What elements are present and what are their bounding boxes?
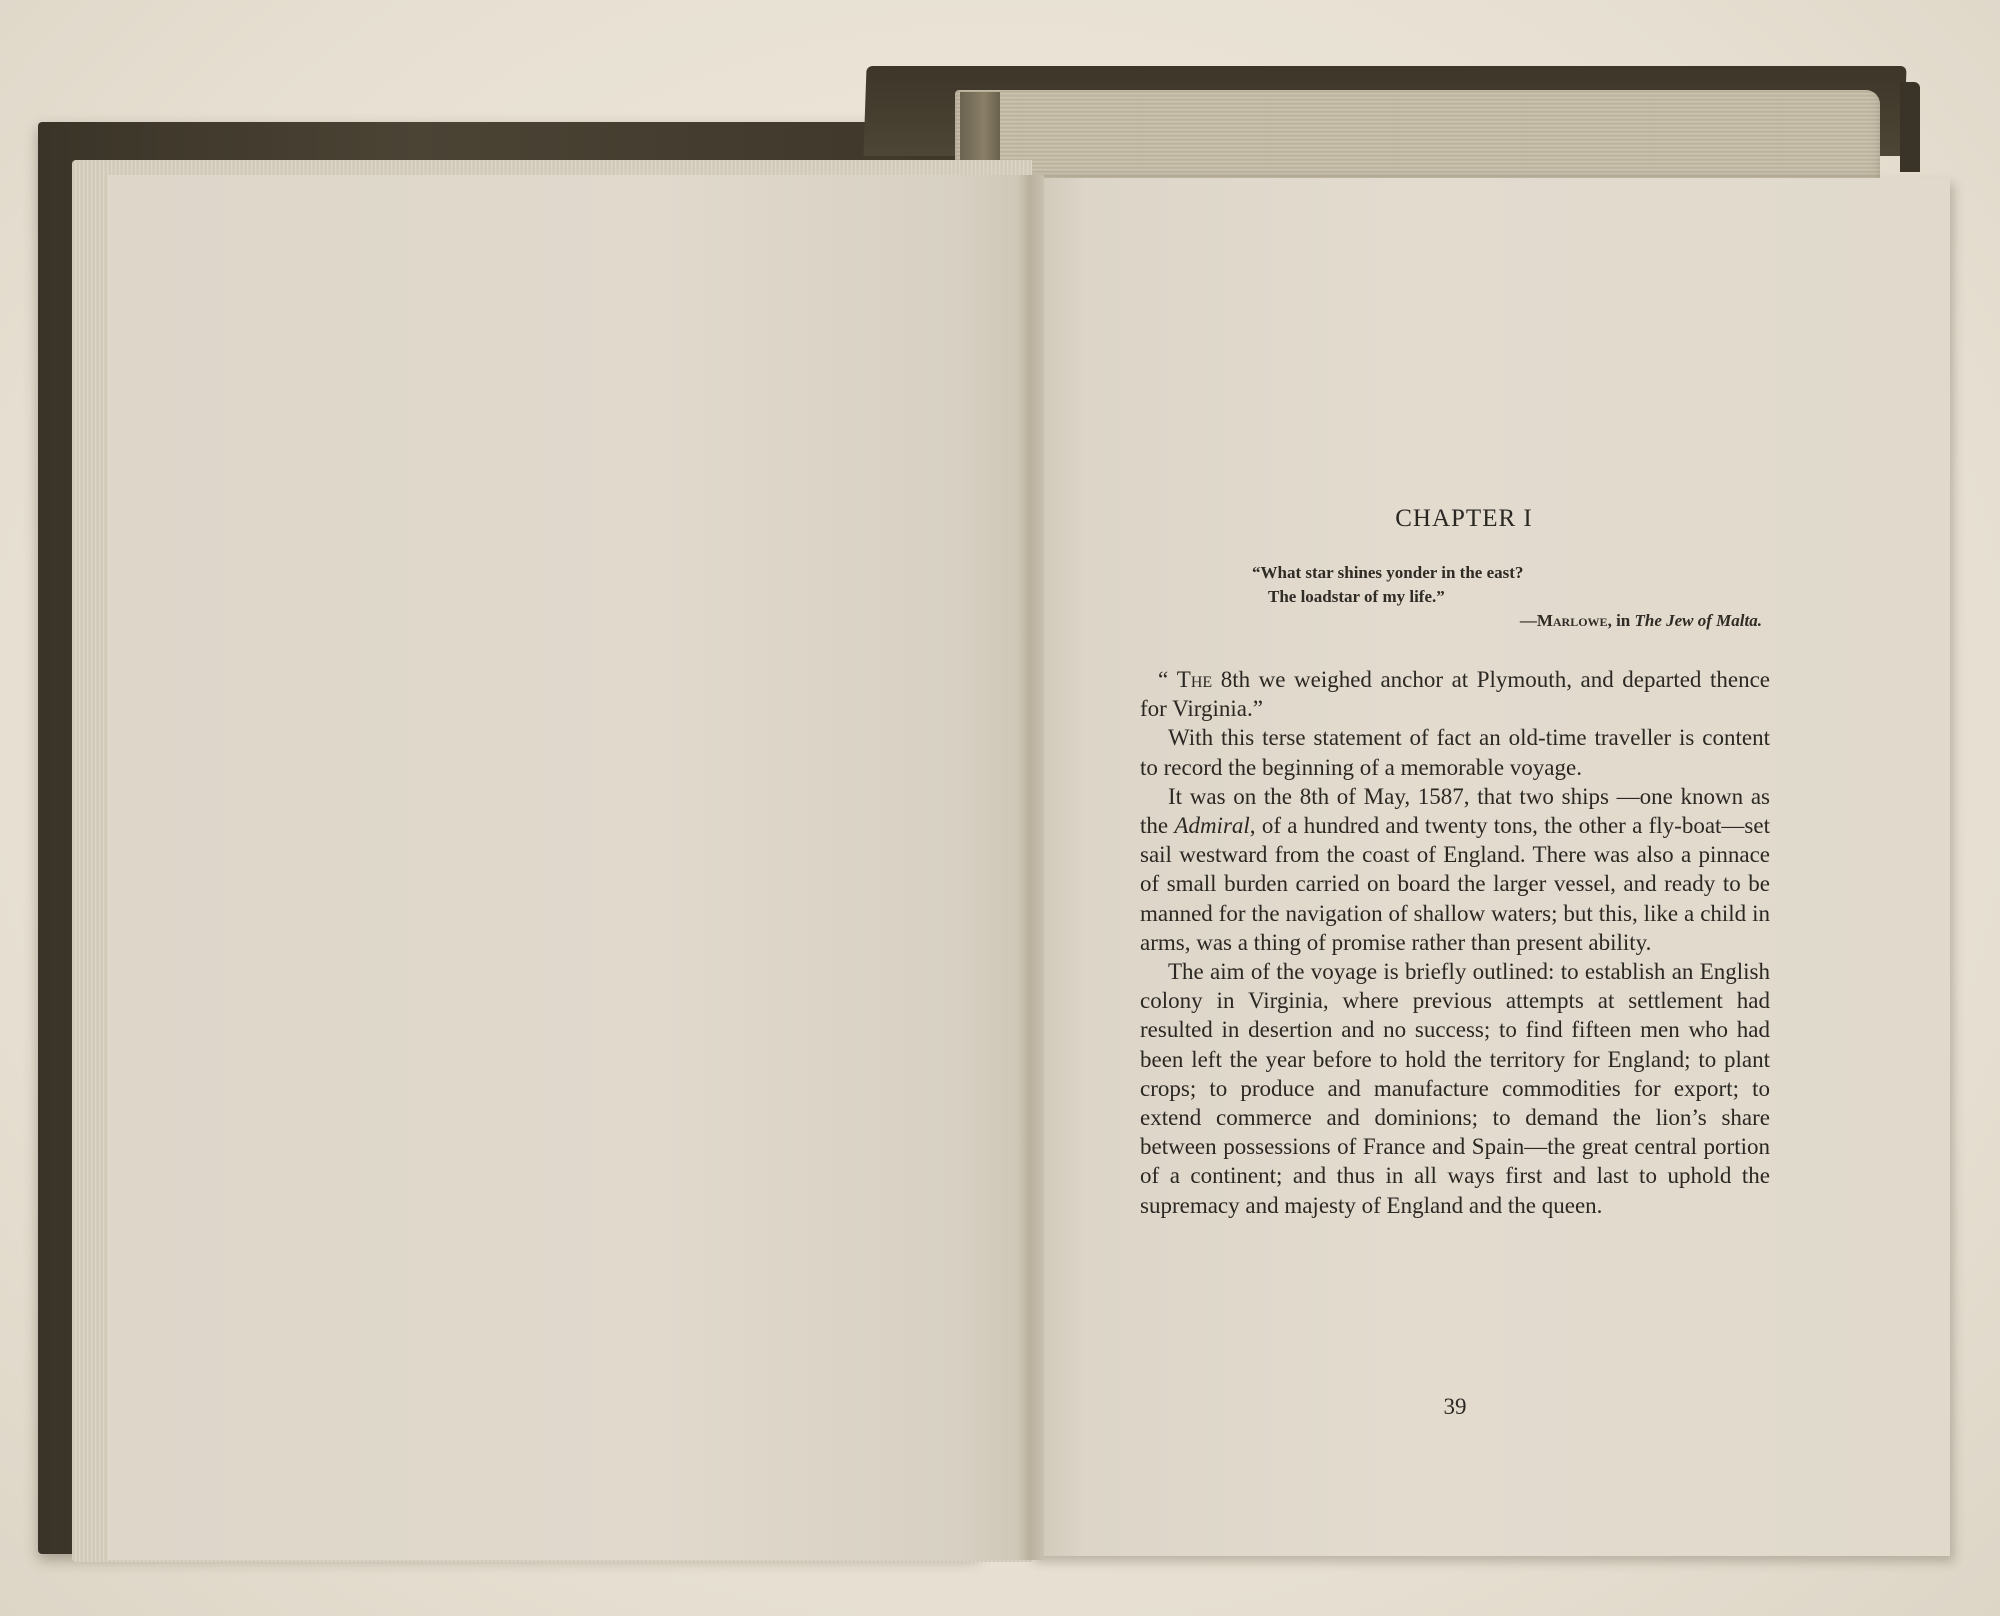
epigraph	[1252, 561, 1770, 633]
epigraph-line-2: The loadstar of my life.”	[1268, 587, 1445, 606]
paragraph-4: The aim of the voyage is briefly outlined: to establish an English colony in Virginia, where previous attempts at settlement had resulted in desertion and no success; to find fifteen men who had been left the year before to hold the territory for England; to plant crops; to produce and manufacture commodities for export; to extend commerce and dominions; to demand the lion’s share between possessions of France and Spain—the great central portion of a continent; and thus in all ways first and last to uphold the supremacy and majesty of England and the queen.	[1140, 959, 1770, 1218]
right-page-text	[1140, 505, 1770, 1220]
epigraph-line-1: “What star shines yonder in the east?	[1252, 563, 1524, 582]
ship-name-admiral: Admiral	[1174, 813, 1250, 839]
paragraph-1-text: 8th we weighed anchor at Plymouth, and departed thence for Virginia.”	[1140, 667, 1770, 722]
book-gutter	[1018, 175, 1044, 1560]
page-number: 39	[1443, 1394, 1467, 1419]
opening-word: The	[1176, 667, 1213, 692]
book-cover-corner	[1900, 82, 1920, 172]
closed-pages-block	[955, 90, 1880, 185]
attribution-dash: —	[1519, 611, 1537, 630]
paragraph-3-text-b: , of a hundred and twenty tons, the other a fly-boat—set sail westward from the coast of England. There was also a pinnace of small burden carried on board the larger vessel, and ready to be manned for the navigation of shallow waters; but this, like a child in arms, was a thing of promise rather than present ability.	[1140, 813, 1770, 955]
paragraph-3-text-a: It was on the 8th of May, 1587, that two ships —one known as the	[1140, 783, 1770, 839]
attribution-author: Marlowe	[1536, 611, 1608, 630]
chapter-body	[1140, 665, 1770, 1220]
paragraph-1	[1140, 665, 1770, 723]
paragraph-2: With this terse statement of fact an old-time traveller is content to record the beginning of a memorable voyage.	[1140, 725, 1770, 780]
paragraph-3	[1140, 782, 1770, 957]
opening-quote: “	[1158, 667, 1177, 692]
left-page-blank	[108, 175, 1028, 1560]
attribution-mid: , in	[1607, 611, 1635, 630]
attribution-work: The Jew of Malta.	[1634, 611, 1762, 630]
epigraph-attribution	[1252, 609, 1770, 633]
chapter-heading: CHAPTER I	[1395, 505, 1533, 532]
